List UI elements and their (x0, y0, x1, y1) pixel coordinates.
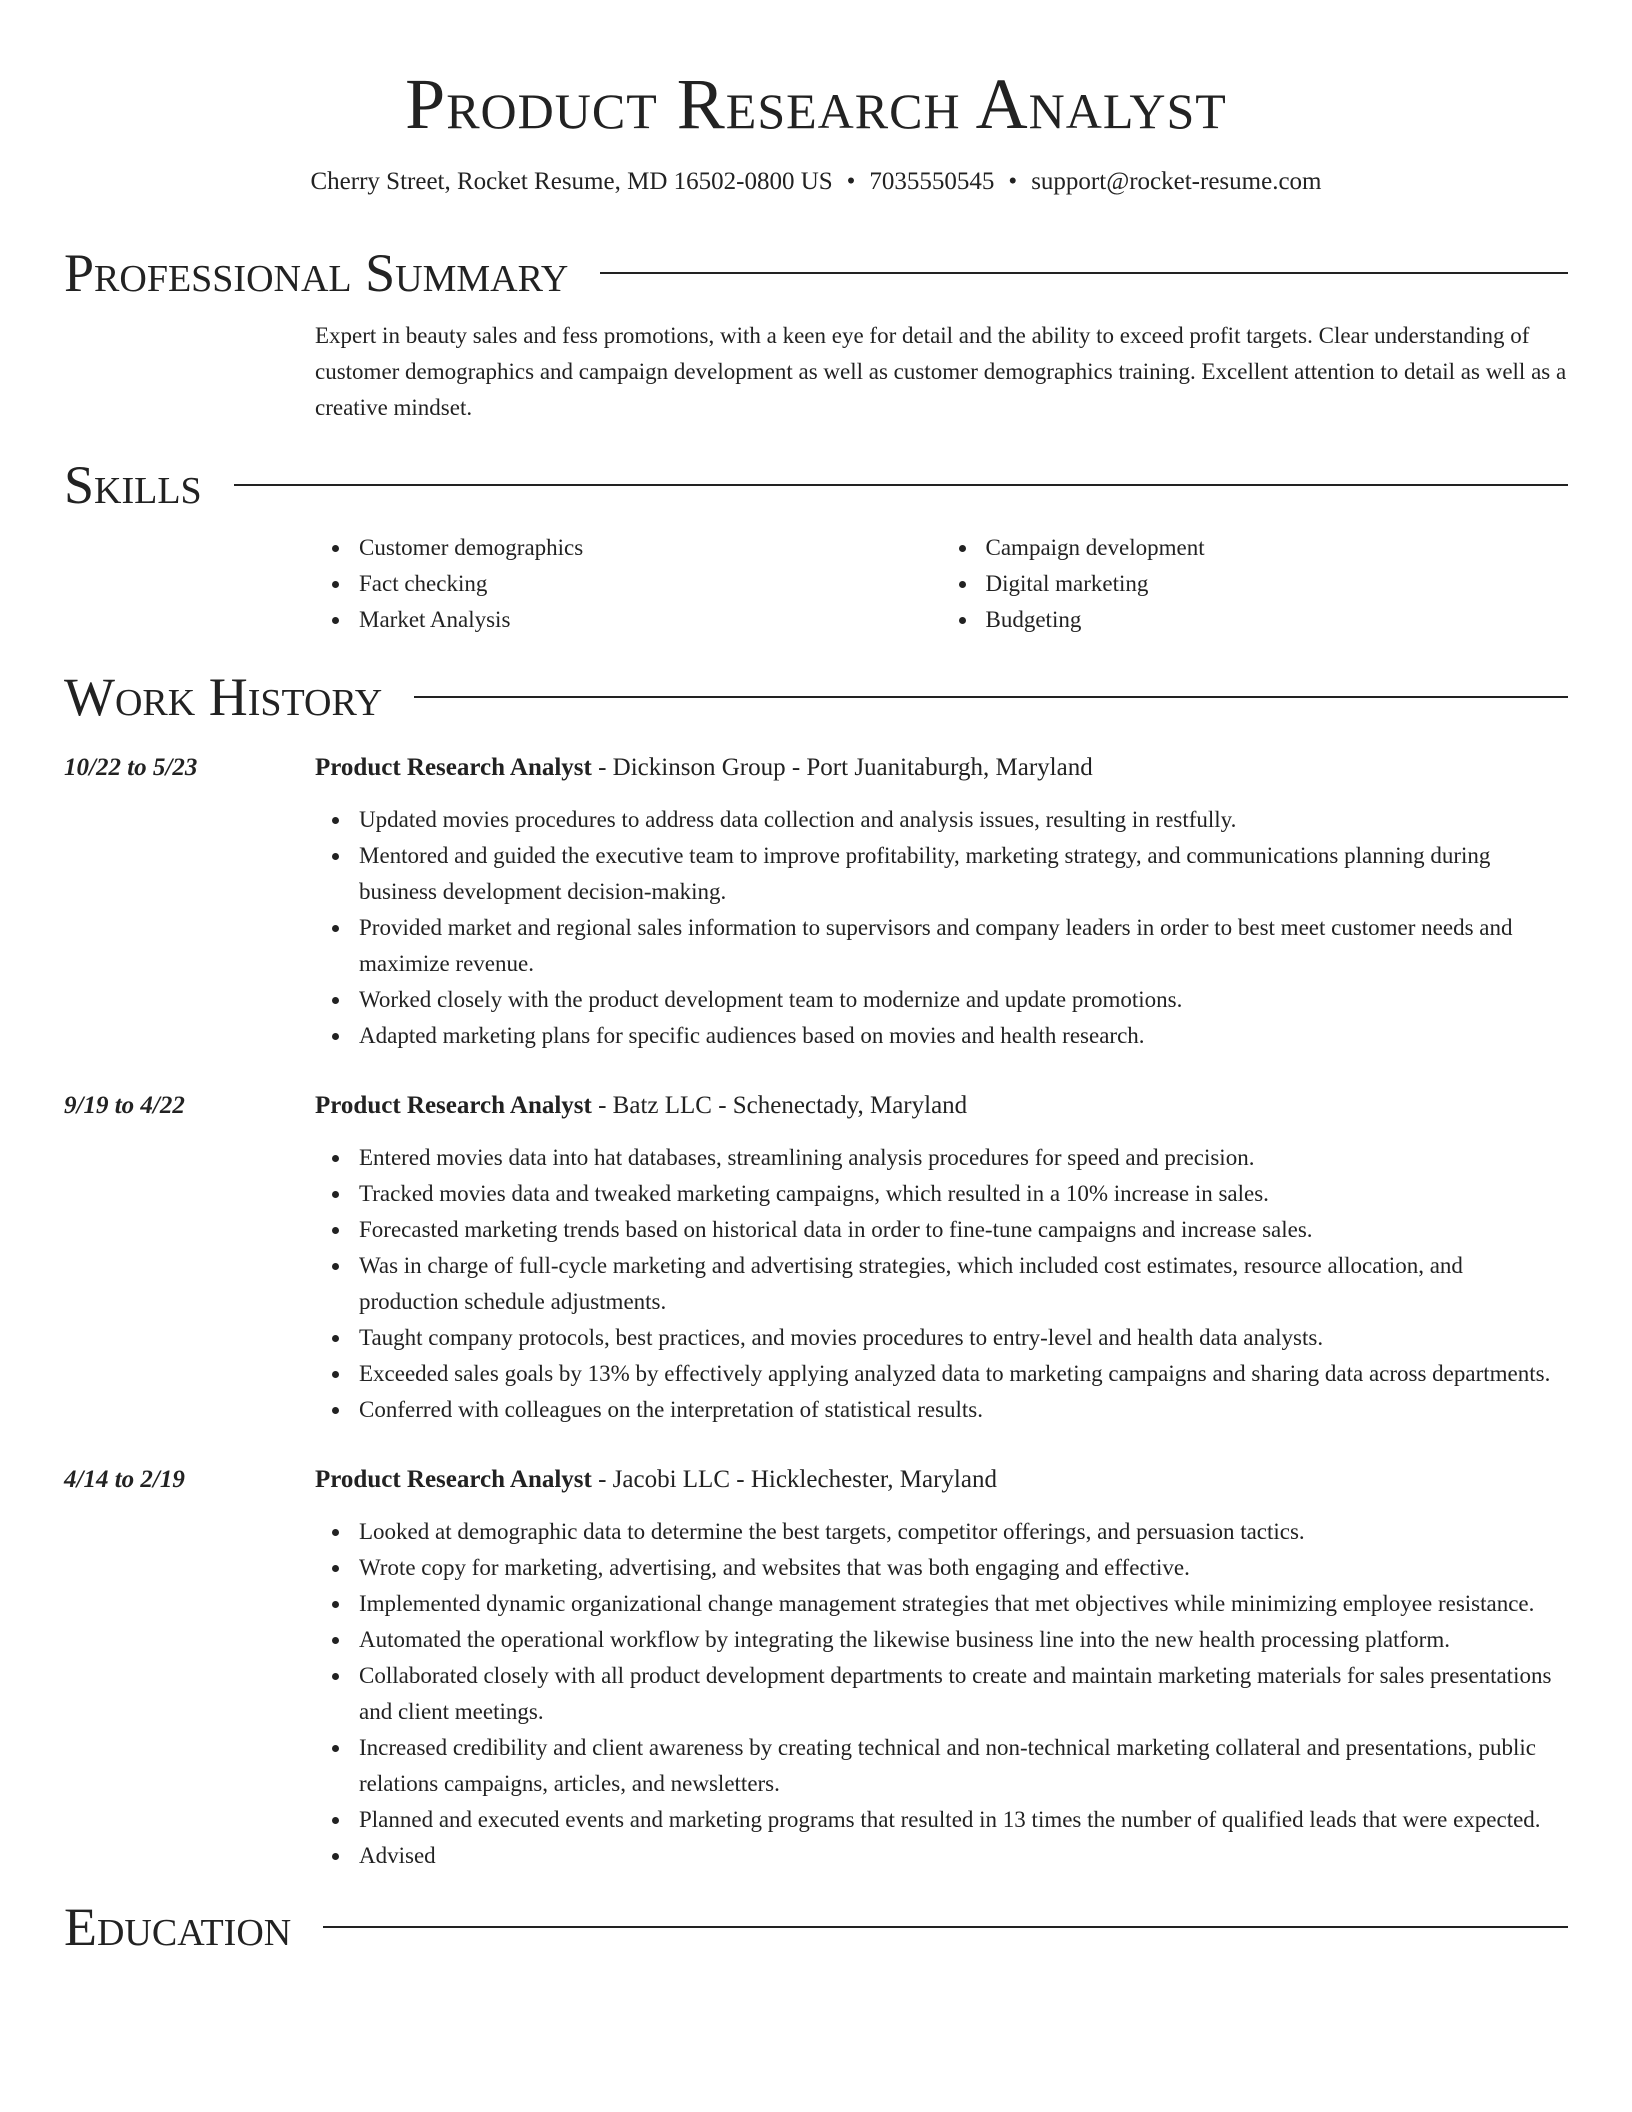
job-dates: 9/19 to 4/22 (64, 1092, 185, 1119)
job-title-line (315, 1088, 1568, 1124)
skill-item: Budgeting (986, 602, 1569, 638)
section-divider (234, 484, 1568, 486)
job-bullet: Exceeded sales goals by 13% by effectively applying analyzed data to marketing campaigns and sharing data across departments. (359, 1356, 1568, 1392)
job-bullet: Planned and executed events and marketing programs that resulted in 13 times the number of qualified leads that were expected. (359, 1802, 1568, 1838)
section-divider (414, 696, 1568, 698)
skills-right-column (942, 530, 1569, 638)
skills-title: Skills (64, 455, 202, 515)
job-employer: - Dickinson Group - Port Juanitaburgh, Maryland (591, 754, 1093, 781)
job-entry (64, 1462, 1568, 1874)
education-title: Education (64, 1897, 292, 1957)
separator: • (1008, 168, 1018, 195)
skills-section-header (64, 454, 1568, 516)
job-employer: - Jacobi LLC - Hicklechester, Maryland (591, 1466, 997, 1493)
skills-grid (315, 530, 1568, 638)
contact-line (0, 166, 1632, 198)
section-divider (323, 1926, 1568, 1928)
job-role: Product Research Analyst (315, 1092, 592, 1119)
job-body (315, 1462, 1568, 1874)
job-entry (64, 1088, 1568, 1428)
skill-item: Market Analysis (359, 602, 942, 638)
job-dates: 10/22 to 5/23 (64, 754, 198, 781)
job-bullet: Collaborated closely with all product development departments to create and maintain marketing materials for sales presentations and client meetings. (359, 1658, 1568, 1730)
job-bullet: Adapted marketing plans for specific audiences based on movies and health research. (359, 1018, 1568, 1054)
job-bullet: Advised (359, 1838, 1568, 1874)
summary-title: Professional Summary (64, 243, 569, 303)
section-divider (600, 272, 1568, 274)
job-bullets (315, 1140, 1568, 1428)
email: support@rocket-resume.com (1031, 168, 1322, 195)
job-bullet: Taught company protocols, best practices, and movies procedures to entry-level and health data analysts. (359, 1320, 1568, 1356)
summary-text: Expert in beauty sales and fess promotions, with a keen eye for detail and the ability to exceed profit targets. Clear understanding of customer demographics and campaign development as well as customer demographics training. Excellent attention to detail as well as a creative mindset. (315, 323, 1567, 420)
job-title-line (315, 750, 1568, 786)
education-section-header (64, 1896, 1568, 1958)
job-bullet: Tracked movies data and tweaked marketing campaigns, which resulted in a 10% increase in sales. (359, 1176, 1568, 1212)
skill-item: Digital marketing (986, 566, 1569, 602)
job-bullet: Forecasted marketing trends based on historical data in order to fine-tune campaigns and increase sales. (359, 1212, 1568, 1248)
address: Cherry Street, Rocket Resume, MD 16502-0800 US (310, 168, 833, 195)
job-role: Product Research Analyst (315, 754, 592, 781)
job-bullet: Updated movies procedures to address data collection and analysis issues, resulting in restfully. (359, 802, 1568, 838)
job-bullet: Implemented dynamic organizational change management strategies that met objectives while minimizing employee resistance. (359, 1586, 1568, 1622)
job-bullet: Wrote copy for marketing, advertising, and websites that was both engaging and effective. (359, 1550, 1568, 1586)
job-bullets (315, 1514, 1568, 1874)
job-body (315, 1088, 1568, 1428)
job-entry (64, 750, 1568, 1054)
job-bullet: Provided market and regional sales information to supervisors and company leaders in order to best meet customer needs and maximize revenue. (359, 910, 1568, 982)
job-bullet: Mentored and guided the executive team to improve profitability, marketing strategy, and communications planning during business development decision-making. (359, 838, 1568, 910)
skill-item: Customer demographics (359, 530, 942, 566)
job-bullets (315, 802, 1568, 1054)
job-role: Product Research Analyst (315, 1466, 592, 1493)
skill-item: Fact checking (359, 566, 942, 602)
job-bullet: Conferred with colleagues on the interpretation of statistical results. (359, 1392, 1568, 1428)
work-title: Work History (64, 667, 383, 727)
job-body (315, 750, 1568, 1054)
job-bullet: Increased credibility and client awareness by creating technical and non-technical marketing collateral and presentations, public relations campaigns, articles, and newsletters. (359, 1730, 1568, 1802)
skill-item: Campaign development (986, 530, 1569, 566)
job-bullet: Worked closely with the product development team to modernize and update promotions. (359, 982, 1568, 1018)
separator: • (846, 168, 856, 195)
work-section-header (64, 666, 1568, 728)
job-bullet: Was in charge of full-cycle marketing and advertising strategies, which included cost estimates, resource allocation, and production schedule adjustments. (359, 1248, 1568, 1320)
job-bullet: Automated the operational workflow by integrating the likewise business line into the new health processing platform. (359, 1622, 1568, 1658)
job-title-line (315, 1462, 1568, 1498)
resume-name: Product Research Analyst (405, 64, 1227, 144)
summary-section-header (64, 242, 1568, 304)
job-bullet: Looked at demographic data to determine the best targets, competitor offerings, and persuasion tactics. (359, 1514, 1568, 1550)
job-employer: - Batz LLC - Schenectady, Maryland (591, 1092, 968, 1119)
skills-left-column (315, 530, 942, 638)
job-dates: 4/14 to 2/19 (64, 1466, 185, 1493)
job-bullet: Entered movies data into hat databases, streamlining analysis procedures for speed and precision. (359, 1140, 1568, 1176)
phone: 7035550545 (869, 168, 995, 195)
